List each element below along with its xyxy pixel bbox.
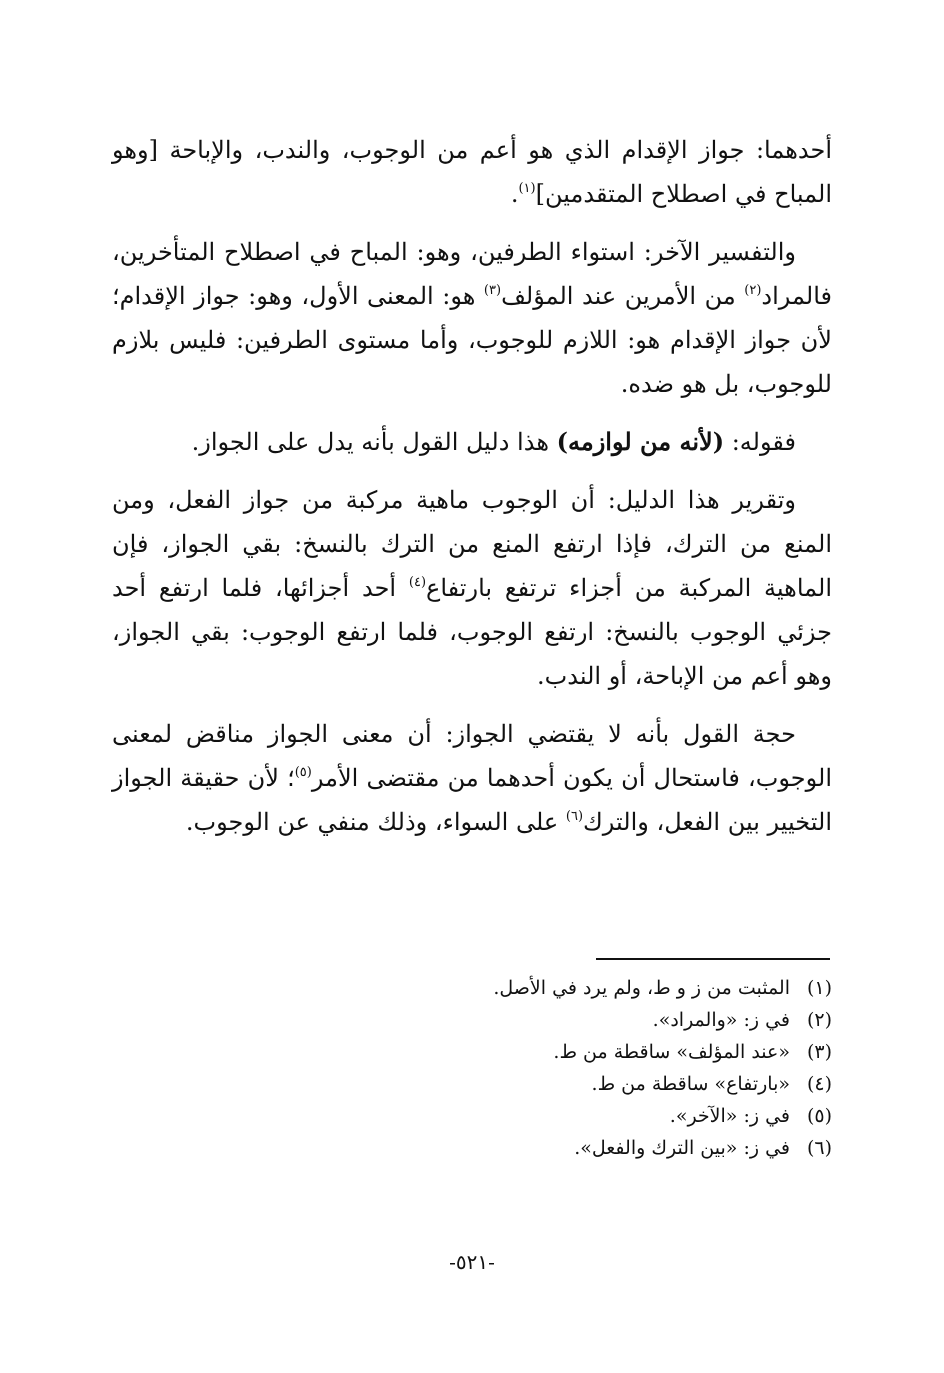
main-text — [112, 128, 832, 858]
footnote-marker: (١) — [518, 181, 536, 196]
page-number: -٥٢١- — [449, 1250, 495, 1274]
footnote-text: في ز: «بين الترك والفعل». — [574, 1137, 790, 1159]
text-run: من الأمرين عند المؤلف — [501, 282, 745, 310]
footnote-text: «بارتفاع» ساقطة من ط. — [591, 1073, 790, 1095]
footnote-number: (١) — [806, 977, 832, 999]
text-run: على السواء، وذلك منفي عن الوجوب. — [185, 808, 566, 836]
footnote-item — [112, 1004, 832, 1036]
text-run: والتفسير الآخر: استواء الطرفين، وهو: المباح في اصطلاح المتأخرين، فالمراد — [112, 238, 832, 310]
footnotes-list — [112, 972, 832, 1164]
text-run: . — [510, 180, 519, 208]
text-run: حجة القول بأنه لا يقتضي الجواز: أن معنى الجواز مناقض لمعنى الوجوب، فاستحال أن يكون أحدهما من مقتضى الأمر — [112, 720, 832, 792]
footnote-marker: (٤) — [408, 575, 427, 590]
text-run: ؛ لأن حقيقة الجواز التخيير بين الفعل، والترك — [112, 764, 832, 836]
footnote-text: في ز: «والمراد». — [652, 1009, 790, 1031]
footnote-number: (٥) — [806, 1105, 832, 1127]
quoted-term: (لأنه من لوازمه) — [556, 427, 725, 456]
text-run: أحد أجزائها، فلما ارتفع أحد جزئي الوجوب بالنسخ: ارتفع الوجوب، فلما ارتفع الوجوب: بقي الجواز، وهو أعم من الإباحة، أو الندب. — [112, 574, 832, 690]
paragraph — [112, 712, 832, 844]
footnote-number: (٤) — [806, 1073, 832, 1095]
text-run: أحدهما: جواز الإقدام الذي هو أعم من الوجوب، والندب، والإباحة [وهو المباح في اصطلاح المتقدمين] — [112, 136, 832, 208]
footnote-number: (٦) — [806, 1137, 832, 1159]
paragraph — [112, 478, 832, 698]
footnote-number: (٢) — [806, 1009, 832, 1031]
text-run: فقوله: — [724, 428, 796, 456]
footnote-item — [112, 1036, 832, 1068]
footnote-text: «عند المؤلف» ساقطة من ط. — [553, 1041, 790, 1063]
paragraph — [112, 420, 832, 464]
paragraph — [112, 128, 832, 216]
footnote-number: (٣) — [806, 1041, 832, 1063]
footnote-separator — [596, 958, 830, 960]
footnote-item — [112, 972, 832, 1004]
text-run: هذا دليل القول بأنه يدل على الجواز. — [191, 428, 557, 456]
footnote-text: المثبت من ز و ط، ولم يرد في الأصل. — [493, 977, 790, 999]
footnote-marker: (٥) — [294, 765, 312, 780]
text-run: هو: المعنى الأول، وهو: جواز الإقدام؛ لأن جواز الإقدام هو: اللازم للوجوب، وأما مستوى الطرفين: فليس بلازم للوجوب، بل هو ضده. — [112, 282, 832, 398]
text-run: وتقرير هذا الدليل: أن الوجوب ماهية مركبة من جواز الفعل، ومن المنع من الترك، فإذا ارتفع المنع من الترك بالنسخ: بقي الجواز، فإن الماهية المركبة من أجزاء ترتفع بارتفاع — [112, 486, 832, 602]
footnote-item — [112, 1132, 832, 1164]
footnote-text: في ز: «الآخر». — [669, 1105, 790, 1127]
footnote-marker: (٦) — [565, 809, 584, 824]
paragraph — [112, 230, 832, 406]
footnote-marker: (٢) — [744, 283, 762, 298]
footnote-marker: (٣) — [483, 283, 502, 298]
footnote-item — [112, 1100, 832, 1132]
footnote-item — [112, 1068, 832, 1100]
